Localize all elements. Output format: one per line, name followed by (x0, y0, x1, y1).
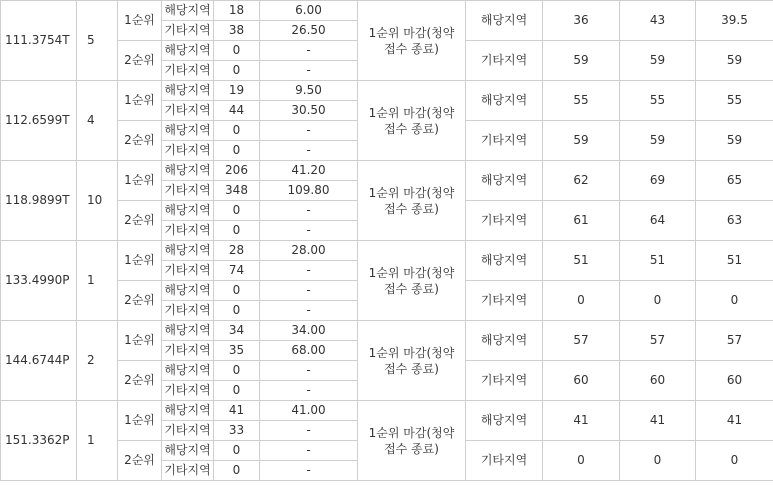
applicant-count: 0 (214, 301, 260, 321)
region-label: 기타지역 (162, 141, 214, 161)
score-min: 59 (543, 121, 620, 161)
result-status: 1순위 마감(청약 접수 종료) (358, 161, 466, 241)
score-max: 60 (620, 361, 696, 401)
housing-type: 111.3754T (1, 1, 77, 81)
score-min: 41 (543, 401, 620, 441)
score-avg: 59 (696, 121, 773, 161)
applicant-count: 0 (214, 361, 260, 381)
competition-ratio: - (260, 381, 358, 401)
competition-ratio: 26.50 (260, 21, 358, 41)
competition-ratio: - (260, 61, 358, 81)
score-avg: 57 (696, 321, 773, 361)
region-label: 해당지역 (162, 121, 214, 141)
score-max: 43 (620, 1, 696, 41)
score-region-label: 해당지역 (466, 161, 543, 201)
competition-ratio: 9.50 (260, 81, 358, 101)
region-label: 해당지역 (162, 41, 214, 61)
table-row (1, 1, 773, 21)
result-status: 1순위 마감(청약 접수 종료) (358, 401, 466, 481)
score-min: 55 (543, 81, 620, 121)
score-region-label: 기타지역 (466, 361, 543, 401)
applicant-count: 34 (214, 321, 260, 341)
region-label: 해당지역 (162, 81, 214, 101)
applicant-count: 348 (214, 181, 260, 201)
score-max: 57 (620, 321, 696, 361)
applicant-count: 0 (214, 461, 260, 481)
rank-label: 1순위 (118, 81, 162, 121)
region-label: 해당지역 (162, 321, 214, 341)
region-label: 기타지역 (162, 381, 214, 401)
score-min: 36 (543, 1, 620, 41)
table-row (1, 401, 773, 421)
table-row (1, 321, 773, 341)
region-label: 기타지역 (162, 61, 214, 81)
score-region-label: 해당지역 (466, 81, 543, 121)
competition-ratio: 41.20 (260, 161, 358, 181)
applicant-count: 19 (214, 81, 260, 101)
score-max: 59 (620, 41, 696, 81)
supply-count: 5 (77, 1, 118, 81)
competition-ratio: 109.80 (260, 181, 358, 201)
applicant-count: 74 (214, 261, 260, 281)
competition-ratio: 34.00 (260, 321, 358, 341)
competition-ratio: 41.00 (260, 401, 358, 421)
applicant-count: 41 (214, 401, 260, 421)
applicant-count: 33 (214, 421, 260, 441)
result-status: 1순위 마감(청약 접수 종료) (358, 81, 466, 161)
score-avg: 65 (696, 161, 773, 201)
score-min: 51 (543, 241, 620, 281)
result-status: 1순위 마감(청약 접수 종료) (358, 321, 466, 401)
score-avg: 51 (696, 241, 773, 281)
rank-label: 1순위 (118, 161, 162, 201)
score-avg: 55 (696, 81, 773, 121)
region-label: 해당지역 (162, 241, 214, 261)
applicant-count: 0 (214, 281, 260, 301)
competition-ratio: 28.00 (260, 241, 358, 261)
supply-count: 4 (77, 81, 118, 161)
table-row (1, 81, 773, 101)
region-label: 기타지역 (162, 181, 214, 201)
score-max: 0 (620, 441, 696, 481)
competition-ratio: - (260, 201, 358, 221)
region-label: 기타지역 (162, 341, 214, 361)
region-label: 해당지역 (162, 161, 214, 181)
score-min: 61 (543, 201, 620, 241)
score-max: 64 (620, 201, 696, 241)
score-min: 60 (543, 361, 620, 401)
applicant-count: 0 (214, 121, 260, 141)
competition-ratio: - (260, 41, 358, 61)
region-label: 해당지역 (162, 201, 214, 221)
applicant-count: 18 (214, 1, 260, 21)
housing-type: 112.6599T (1, 81, 77, 161)
applicant-count: 0 (214, 221, 260, 241)
supply-count: 1 (77, 401, 118, 481)
housing-type: 133.4990P (1, 241, 77, 321)
score-max: 0 (620, 281, 696, 321)
supply-count: 1 (77, 241, 118, 321)
region-label: 해당지역 (162, 401, 214, 421)
applicant-count: 38 (214, 21, 260, 41)
housing-type: 151.3362P (1, 401, 77, 481)
score-avg: 0 (696, 281, 773, 321)
applicant-count: 0 (214, 41, 260, 61)
table-body (1, 1, 773, 481)
rank-label: 2순위 (118, 121, 162, 161)
score-region-label: 기타지역 (466, 41, 543, 81)
region-label: 기타지역 (162, 461, 214, 481)
region-label: 기타지역 (162, 421, 214, 441)
table-row (1, 161, 773, 181)
score-avg: 0 (696, 441, 773, 481)
score-min: 57 (543, 321, 620, 361)
score-min: 59 (543, 41, 620, 81)
competition-ratio: - (260, 261, 358, 281)
score-avg: 59 (696, 41, 773, 81)
supply-count: 2 (77, 321, 118, 401)
applicant-count: 0 (214, 381, 260, 401)
rank-label: 1순위 (118, 241, 162, 281)
region-label: 기타지역 (162, 221, 214, 241)
competition-ratio: 68.00 (260, 341, 358, 361)
housing-type: 144.6744P (1, 321, 77, 401)
applicant-count: 0 (214, 141, 260, 161)
score-min: 62 (543, 161, 620, 201)
competition-ratio: - (260, 281, 358, 301)
region-label: 해당지역 (162, 361, 214, 381)
rank-label: 2순위 (118, 361, 162, 401)
rank-label: 2순위 (118, 41, 162, 81)
score-region-label: 기타지역 (466, 441, 543, 481)
competition-ratio: - (260, 441, 358, 461)
competition-ratio: - (260, 361, 358, 381)
score-region-label: 해당지역 (466, 321, 543, 361)
competition-ratio: - (260, 461, 358, 481)
housing-type: 118.9899T (1, 161, 77, 241)
score-region-label: 기타지역 (466, 121, 543, 161)
result-status: 1순위 마감(청약 접수 종료) (358, 241, 466, 321)
applicant-count: 0 (214, 61, 260, 81)
rank-label: 2순위 (118, 201, 162, 241)
rank-label: 2순위 (118, 441, 162, 481)
score-max: 69 (620, 161, 696, 201)
applicant-count: 28 (214, 241, 260, 261)
score-min: 0 (543, 281, 620, 321)
competition-ratio: - (260, 141, 358, 161)
score-max: 51 (620, 241, 696, 281)
result-status: 1순위 마감(청약 접수 종료) (358, 1, 466, 81)
competition-ratio: 6.00 (260, 1, 358, 21)
score-max: 55 (620, 81, 696, 121)
score-avg: 39.5 (696, 1, 773, 41)
competition-ratio: - (260, 221, 358, 241)
region-label: 기타지역 (162, 261, 214, 281)
applicant-count: 206 (214, 161, 260, 181)
score-avg: 63 (696, 201, 773, 241)
score-min: 0 (543, 441, 620, 481)
region-label: 해당지역 (162, 1, 214, 21)
competition-ratio: 30.50 (260, 101, 358, 121)
region-label: 기타지역 (162, 101, 214, 121)
region-label: 기타지역 (162, 21, 214, 41)
applicant-count: 35 (214, 341, 260, 361)
competition-ratio: - (260, 421, 358, 441)
competition-ratio: - (260, 301, 358, 321)
rank-label: 1순위 (118, 401, 162, 441)
score-region-label: 해당지역 (466, 401, 543, 441)
rank-label: 1순위 (118, 321, 162, 361)
applicant-count: 0 (214, 201, 260, 221)
region-label: 해당지역 (162, 281, 214, 301)
score-avg: 60 (696, 361, 773, 401)
score-avg: 41 (696, 401, 773, 441)
score-max: 41 (620, 401, 696, 441)
supply-count: 10 (77, 161, 118, 241)
applicant-count: 44 (214, 101, 260, 121)
score-region-label: 기타지역 (466, 281, 543, 321)
region-label: 기타지역 (162, 301, 214, 321)
score-region-label: 해당지역 (466, 241, 543, 281)
applicant-count: 0 (214, 441, 260, 461)
score-region-label: 기타지역 (466, 201, 543, 241)
competition-ratio: - (260, 121, 358, 141)
rank-label: 2순위 (118, 281, 162, 321)
score-max: 59 (620, 121, 696, 161)
region-label: 해당지역 (162, 441, 214, 461)
table-row (1, 241, 773, 261)
score-region-label: 해당지역 (466, 1, 543, 41)
rank-label: 1순위 (118, 1, 162, 41)
